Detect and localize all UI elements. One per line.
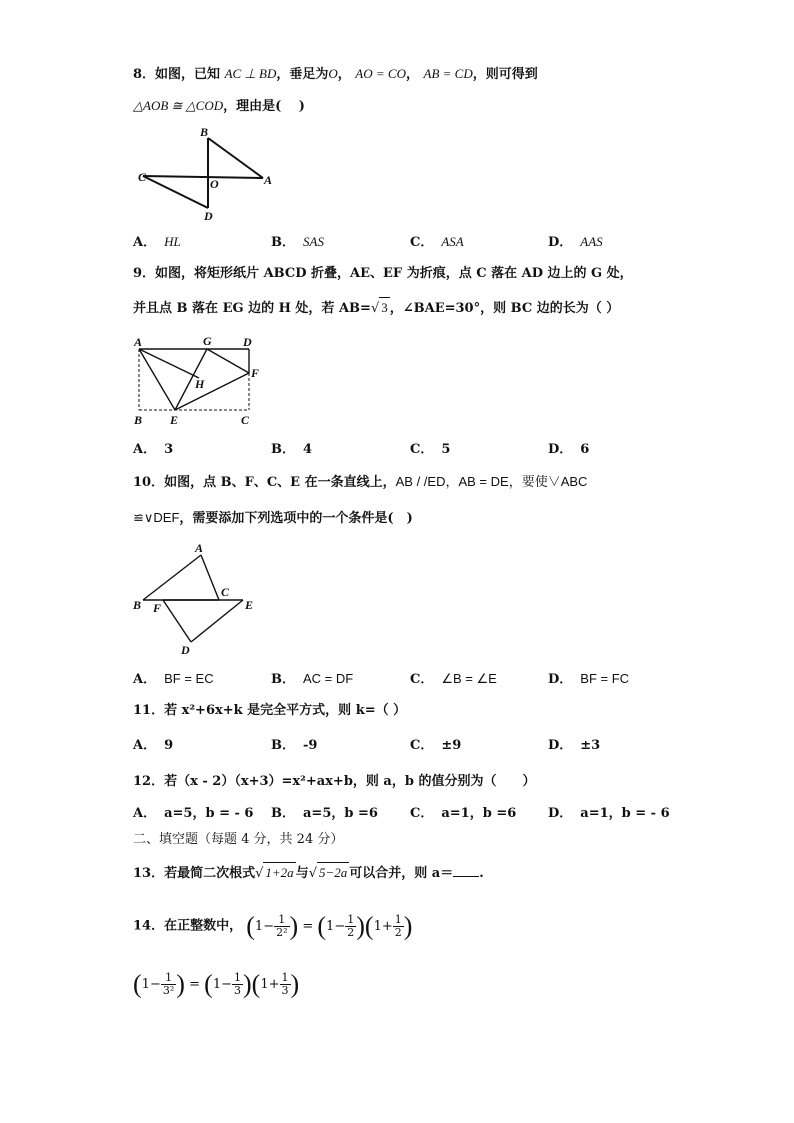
q9-figure	[133, 333, 263, 428]
q14-line1	[133, 908, 412, 945]
q14-equation-1: (1− $\frac{1}{\text{2²}}$ ) = (1− $\frac{1}{2}$ )(1+ $\frac{1}{2}$ )	[246, 911, 413, 940]
q8-text: ，垂足为	[276, 67, 329, 82]
q9-label-d: D	[243, 335, 252, 349]
q13-text: 可以合并，则 a＝	[349, 866, 454, 881]
q8-congruence: △AOB ≅ △COD	[133, 98, 224, 113]
q10-condition: AB / /ED，AB = DE，要使∨ABC	[395, 474, 588, 489]
q10-label-c: C	[221, 585, 230, 599]
q8-point-o: O	[328, 66, 338, 81]
q13-text: 与	[295, 866, 309, 881]
q12-option-a[interactable]: A． a=5，b = - 6	[133, 806, 254, 821]
q9-option-a[interactable]: A． 3	[133, 442, 174, 457]
q9-label-c: C	[241, 413, 250, 427]
q11-option-d[interactable]: D． ±3	[548, 738, 601, 753]
q10-option-c[interactable]: C． ∠B = ∠E	[410, 671, 497, 687]
q10-label-a: A	[195, 541, 204, 555]
q12-option-c[interactable]: C． a=1，b =6	[410, 806, 517, 821]
q8-figure	[133, 126, 283, 226]
q9-text: ，∠BAE=30°，则 BC 边的长为（ ）	[389, 301, 620, 316]
q11-stem: 11．若 x²+6x+k 是完全平方式，则 k=（ ）	[133, 703, 407, 718]
q9-stem-line2	[133, 297, 619, 319]
q8-sep: ，	[337, 67, 351, 82]
q9-stem-line1: 9．如图，将矩形纸片 ABCD 折叠，AE、EF 为折痕，点 C 落在 AD 边上的 G 处，	[133, 266, 633, 281]
q8-sep: ，	[405, 67, 419, 82]
q10-option-a[interactable]: A． BF = EC	[133, 671, 214, 687]
q9-label-b: B	[134, 413, 143, 427]
q9-label-e: E	[170, 413, 179, 427]
q8-label-b: B	[200, 125, 209, 139]
q8-text: ，理由是( )	[223, 99, 305, 114]
q9-option-b[interactable]: B． 4	[271, 442, 313, 457]
q10-label-e: E	[245, 598, 254, 612]
q8-label-c: C	[138, 170, 147, 184]
q8-label-d: D	[204, 209, 213, 223]
q8-label-a: A	[264, 173, 273, 187]
q9-option-d[interactable]: D． 6	[548, 442, 590, 457]
q12-stem: 12．若（x - 2）（x+3）=x²+ax+b，则 a，b 的值分别为（ ）	[133, 774, 536, 789]
q13-sqrt-2: √ 5−2a	[309, 866, 350, 881]
q12-option-d[interactable]: D． a=1，b = - 6	[548, 806, 670, 821]
q8-stem-line1	[133, 64, 538, 85]
q9-label-h: H	[195, 377, 205, 391]
q8-option-c[interactable]: C． ASA	[410, 234, 464, 250]
q8-option-a[interactable]: A． HL	[133, 234, 181, 250]
q8-text: 8．如图，已知	[133, 67, 221, 82]
q10-text: ，需要添加下列选项中的一个条件是( )	[179, 511, 413, 526]
q8-condition-ab-cd: AB = CD	[423, 66, 473, 81]
q13-sqrt-1: √ 1+2a	[255, 866, 296, 881]
q10-label-f: F	[153, 601, 162, 615]
q14-text: 14．在正整数中，	[133, 918, 243, 934]
q11-option-b[interactable]: B． -9	[271, 738, 318, 753]
q8-option-b[interactable]: B． SAS	[271, 234, 324, 250]
q9-label-f: F	[251, 366, 260, 380]
q10-figure	[133, 540, 263, 660]
q10-stem-line2	[133, 508, 413, 529]
q13-text: .	[479, 866, 484, 881]
q9-text: 并且点 B 落在 EG 边的 H 处，若 AB=	[133, 301, 371, 316]
q12-option-b[interactable]: B． a=5，b =6	[271, 806, 378, 821]
q8-text: ，则可得到	[472, 67, 538, 82]
q14-line2	[133, 966, 299, 1003]
q8-condition-ao-co: AO = CO	[355, 66, 406, 81]
q13-text: 13．若最简二次根式	[133, 866, 256, 881]
q10-label-d: D	[181, 643, 190, 657]
q9-label-a: A	[134, 335, 143, 349]
q9-option-c[interactable]: C． 5	[410, 442, 451, 457]
q10-text: 10．如图，点 B、F、C、E 在一条直线上，	[133, 475, 396, 490]
q8-stem-line2	[133, 96, 305, 117]
q10-label-b: B	[133, 598, 142, 612]
q14-equation-2: (1− $\frac{1}{\text{3²}}$ ) = (1− $\frac{1}{3}$ )(1+ $\frac{1}{3}$ )	[133, 969, 300, 998]
q11-option-a[interactable]: A． 9	[133, 738, 174, 753]
q8-condition-perpendicular: AC ⊥ BD	[224, 66, 277, 81]
q10-option-b[interactable]: B． AC = DF	[271, 671, 354, 687]
q11-option-c[interactable]: C． ±9	[410, 738, 462, 753]
q9-label-g: G	[203, 334, 212, 348]
q13-stem	[133, 862, 484, 884]
q10-option-d[interactable]: D． BF = FC	[548, 671, 630, 687]
section-heading-fill-blank: 二、填空题（每题 4 分，共 24 分）	[133, 832, 344, 847]
q9-sqrt: √ 3	[371, 301, 390, 316]
q8-label-o: O	[210, 177, 219, 191]
q10-congruence: ≌∨DEF	[133, 510, 180, 525]
q8-option-d[interactable]: D． AAS	[548, 234, 603, 250]
q13-answer-blank[interactable]	[453, 864, 479, 877]
q10-stem-line1	[133, 472, 587, 493]
